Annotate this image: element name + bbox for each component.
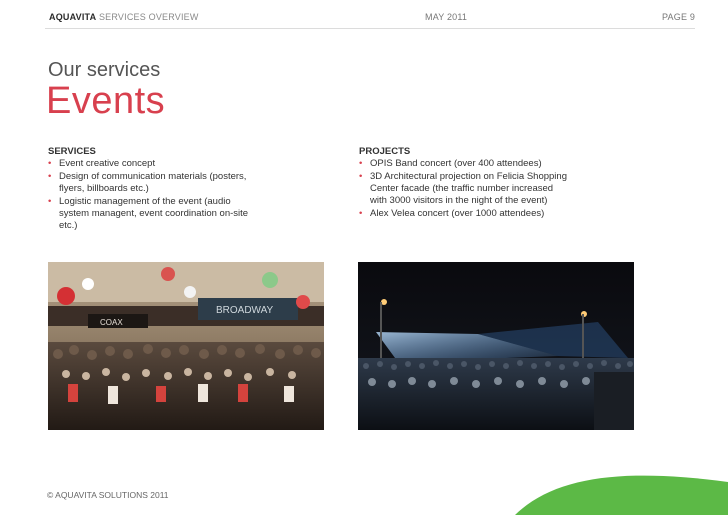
broadway-sign: BROADWAY <box>216 305 274 316</box>
bullet-icon: • <box>359 158 363 169</box>
header-brand <box>49 12 199 22</box>
page-title: Events <box>46 80 166 122</box>
services-list <box>48 158 253 233</box>
bullet-icon: • <box>359 208 363 219</box>
decorative-green-arc <box>515 468 728 515</box>
page-number: PAGE 9 <box>662 12 696 22</box>
header-divider <box>45 28 695 29</box>
services-heading: SERVICES <box>48 146 96 157</box>
bullet-icon: • <box>359 171 363 182</box>
list-item: • Event creative concept <box>48 158 156 169</box>
bullet-icon: • <box>48 171 52 182</box>
event-photo-mall <box>48 262 324 430</box>
header-date: MAY 2011 <box>425 12 468 22</box>
list-item: • 3D Architectural projection on Felicia Shopping Center facade (the traffic number increased with 3000 visitors in the night of the event) <box>359 171 567 206</box>
bullet-icon: • <box>48 158 52 169</box>
projects-list <box>359 158 569 221</box>
projects-heading: PROJECTS <box>359 146 411 157</box>
bullet-icon: • <box>48 196 52 207</box>
footer-copyright: © AQUAVITA SOLUTIONS 2011 <box>47 490 169 500</box>
list-item: • Logistic management of the event (audio system managent, event coordination on-site etc.) <box>48 196 249 231</box>
page-subtitle: Our services <box>48 59 161 81</box>
list-item: • Design of communication materials (posters, flyers, billboards etc.) <box>48 171 247 194</box>
event-photo-projection <box>358 262 634 430</box>
brand-name: AQUAVITA <box>49 12 97 22</box>
header-section: SERVICES OVERVIEW <box>98 12 199 22</box>
page-header <box>0 0 728 32</box>
list-item: • Alex Velea concert (over 1000 attendees) <box>359 208 545 219</box>
list-item: • OPIS Band concert (over 400 attendees) <box>359 158 542 169</box>
coax-sign: COAX <box>100 318 123 327</box>
